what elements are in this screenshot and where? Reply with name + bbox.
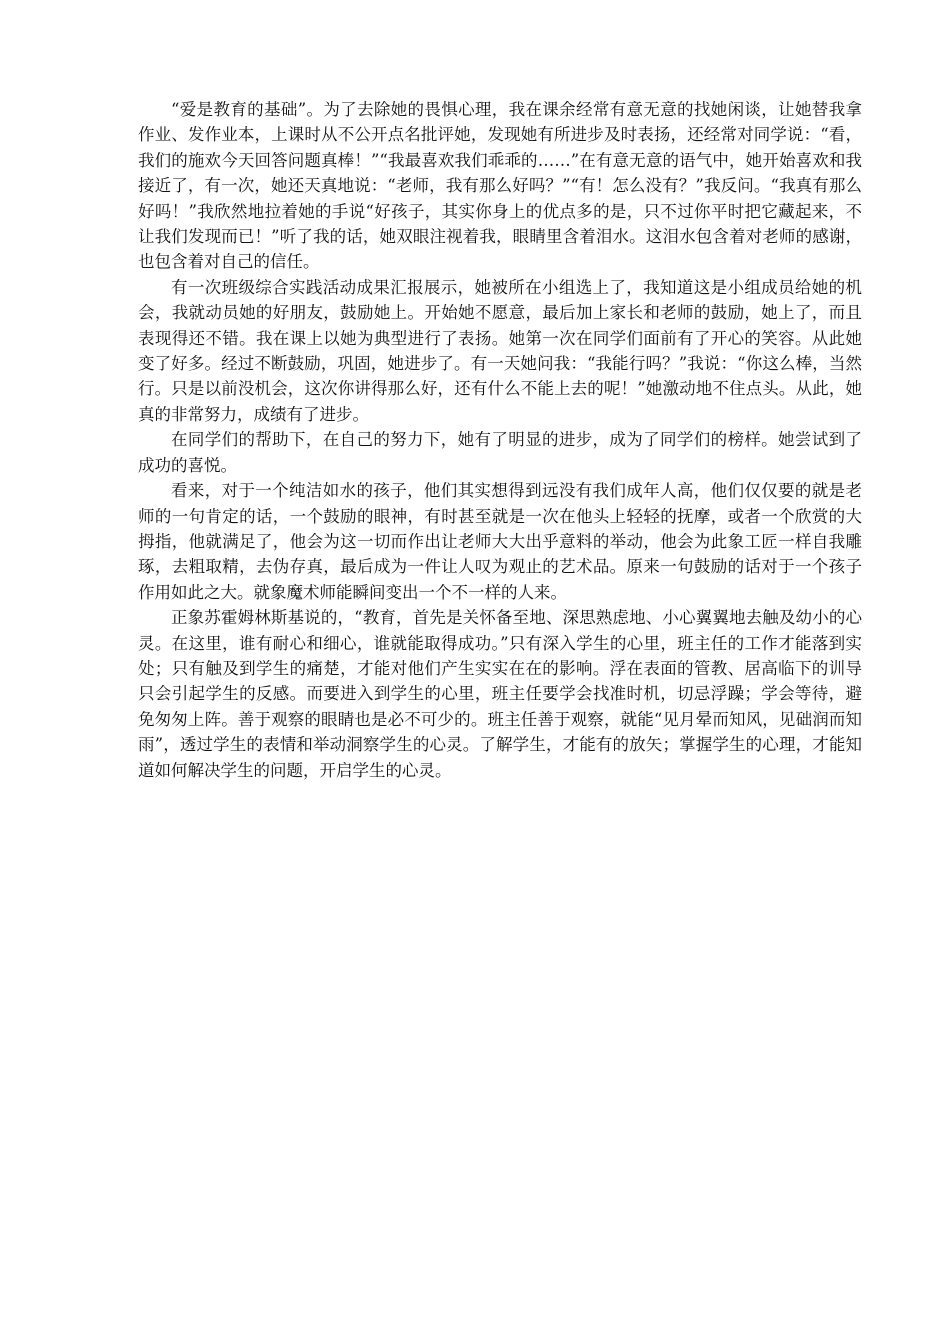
paragraph-2: 有一次班级综合实践活动成果汇报展示，她被所在小组选上了，我知道这是小组成员给她的机会，我就动员她的好朋友，鼓励她上。开始她不愿意，最后加上家长和老师的鼓励，她上了，而且表现得还不错。我在课上以她为典型进行了表扬。她第一次在同学们面前有了开心的笑容。从此她变了好多。经过不断鼓励，巩固，她进步了。有一天她问我：“我能行吗？”我说：“你这么棒，当然行。只是以前没机会，这次你讲得那么好，还有什么不能上去的呢！”她激动地不住点头。从此，她真的非常努力，成绩有了进步。 bbox=[138, 277, 862, 424]
document-body bbox=[138, 97, 862, 783]
paragraph-3: 在同学们的帮助下，在自己的努力下，她有了明显的进步，成为了同学们的榜样。她尝试到了成功的喜悦。 bbox=[138, 430, 862, 475]
paragraph-4: 看来，对于一个纯洁如水的孩子，他们其实想得到远没有我们成年人高，他们仅仅要的就是老师的一句肯定的话，一个鼓励的眼神，有时甚至就是一次在他头上轻轻的抚摩，或者一个欣赏的大拇指，他就满足了，他会为这一切而作出让老师大大出乎意料的举动，他会为此象工匠一样自我雕琢，去粗取精，去伪存真，最后成为一件让人叹为观止的艺术品。原来一句鼓励的话对于一个孩子作用如此之大。就象魔术师能瞬间变出一个不一样的人来。 bbox=[138, 481, 862, 602]
paragraph-1: “爱是教育的基础”。为了去除她的畏惧心理，我在课余经常有意无意的找她闲谈，让她替我拿作业、发作业本，上课时从不公开点名批评她，发现她有所进步及时表扬，还经常对同学说：“看，我们的施欢今天回答问题真棒！”“我最喜欢我们乖乖的……”在有意无意的语气中，她开始喜欢和我接近了，有一次，她还天真地说：“老师，我有那么好吗？”“有！怎么没有？”我反问。“我真有那么好吗！”我欣然地拉着她的手说“好孩子，其实你身上的优点多的是，只不过你平时把它藏起来，不让我们发现而已！”听了我的话，她双眼注视着我，眼睛里含着泪水。这泪水包含着对老师的感谢，也包含着对自己的信任。 bbox=[138, 100, 862, 272]
paragraph-5: 正象苏霍姆林斯基说的，“教育，首先是关怀备至地、深思熟虑地、小心翼翼地去触及幼小的心灵。在这里，谁有耐心和细心，谁就能取得成功。”只有深入学生的心里，班主任的工作才能落到实处；只有触及到学生的痛楚，才能对他们产生实实在在的影响。浮在表面的管教、居高临下的训导只会引起学生的反感。而要进入到学生的心里，班主任要学会找准时机，切忌浮躁；学会等待，避免匆匆上阵。善于观察的眼睛也是必不可少的。班主任善于观察，就能“见月晕而知风，见础润而知雨”，透过学生的表情和举动洞察学生的心灵。了解学生，才能有的放矢；掌握学生的心理，才能知道如何解决学生的问题，开启学生的心灵。 bbox=[138, 608, 862, 780]
